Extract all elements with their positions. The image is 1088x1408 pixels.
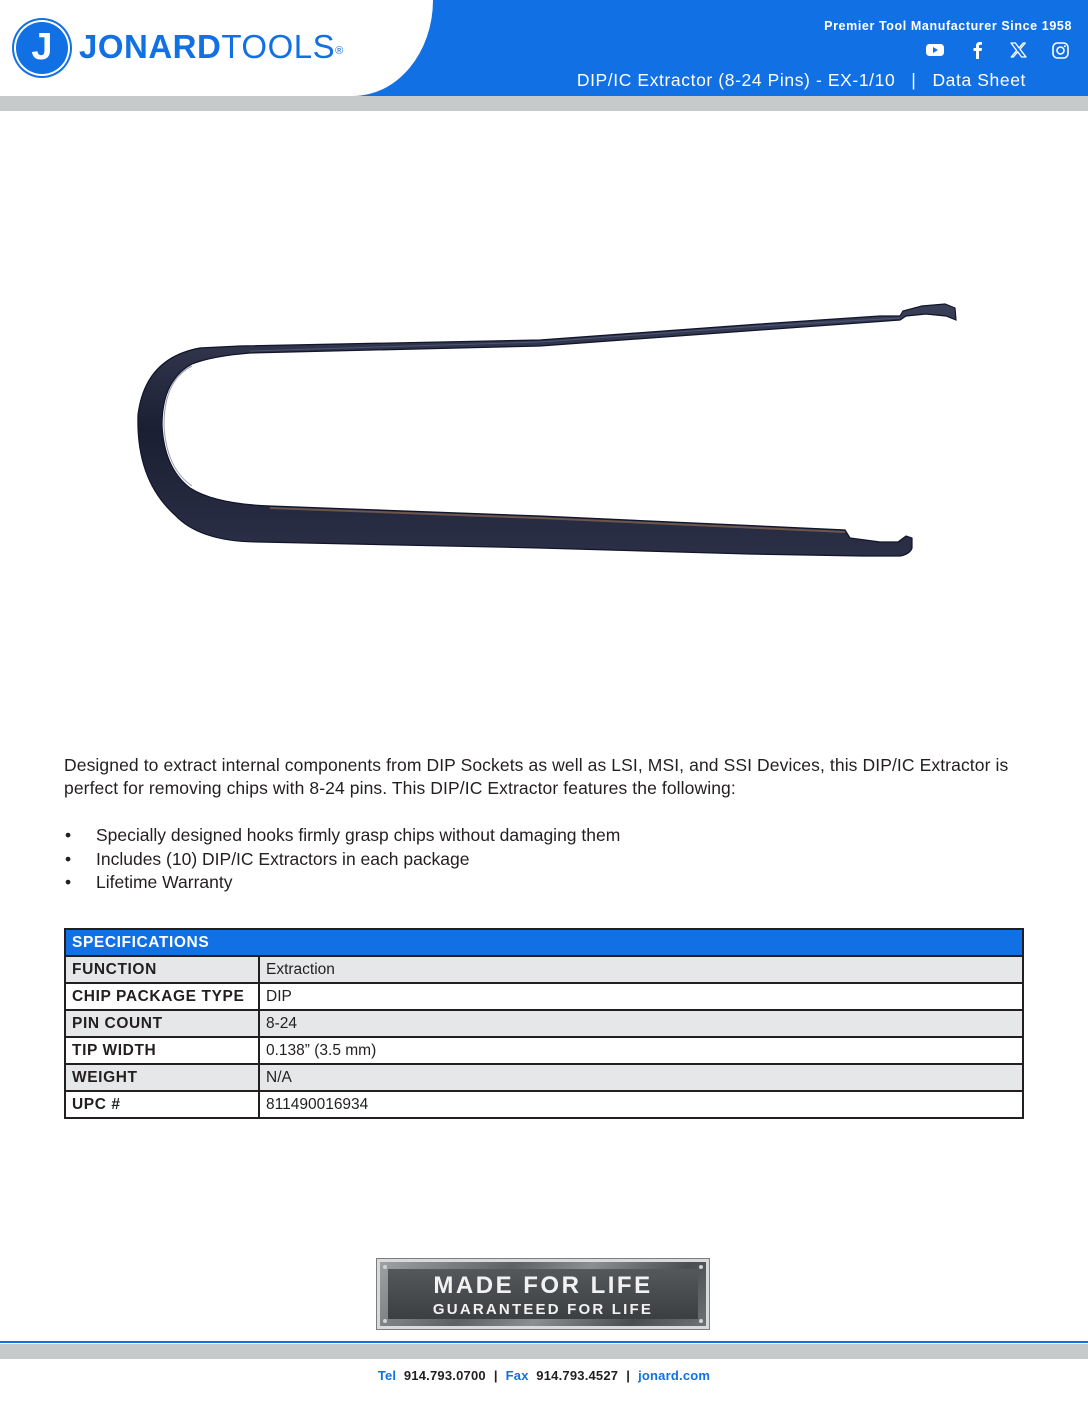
product-description: Designed to extract internal components from DIP Sockets as well as LSI, MSI, and SSI Devices, this DIP/IC Extractor is perfect for removing chips with 8-24 pins. This DIP/IC Extractor features the following: <box>64 755 1009 798</box>
rivet-icon <box>383 1265 387 1269</box>
feature-text: Includes (10) DIP/IC Extractors in each package <box>96 848 470 869</box>
document-title <box>577 70 1026 91</box>
youtube-icon[interactable] <box>921 38 948 62</box>
feature-text: Lifetime Warranty <box>96 872 233 892</box>
bullet-icon: • <box>65 872 72 892</box>
document-type: Data Sheet <box>932 70 1026 90</box>
header-rule <box>0 96 1088 111</box>
feature-text: Specially designed hooks firmly grasp chips without damaging them <box>96 825 621 845</box>
facebook-icon[interactable] <box>963 38 990 62</box>
brand-name-light: TOOLS <box>221 28 336 65</box>
table-row <box>65 983 1023 1010</box>
fax-label: Fax <box>505 1368 529 1383</box>
feature-item <box>64 824 620 848</box>
x-icon[interactable] <box>1005 38 1032 62</box>
specifications-table <box>64 928 1024 1119</box>
product-title: DIP/IC Extractor (8-24 Pins) - EX-1/10 <box>576 70 896 90</box>
brand-wordmark[interactable] <box>79 29 344 65</box>
spec-value: 811490016934 <box>259 1091 1023 1118</box>
table-row <box>65 1037 1023 1064</box>
website-link[interactable]: jonard.com <box>638 1368 711 1383</box>
logo-letter: J <box>31 26 53 68</box>
page-header <box>0 0 1088 96</box>
brand-name-bold: JONARD <box>79 28 222 65</box>
spec-value: 8-24 <box>259 1010 1023 1037</box>
spec-label: WEIGHT <box>65 1064 259 1091</box>
footer-separator: | <box>626 1368 631 1383</box>
table-header-row <box>65 929 1023 956</box>
registered-mark: ® <box>335 45 344 57</box>
jonard-logo-icon[interactable] <box>16 22 68 74</box>
table-row <box>65 1091 1023 1118</box>
table-row <box>65 1010 1023 1037</box>
spec-value: N/A <box>259 1064 1023 1091</box>
footer-rule <box>0 1344 1088 1359</box>
rivet-icon <box>699 1319 703 1323</box>
title-separator: | <box>911 70 917 90</box>
rivet-icon <box>699 1265 703 1269</box>
made-for-life-badge <box>377 1259 709 1329</box>
spec-label: PIN COUNT <box>65 1010 259 1037</box>
bullet-icon: • <box>65 825 72 845</box>
spec-value: 0.138” (3.5 mm) <box>259 1037 1023 1064</box>
spec-label: TIP WIDTH <box>65 1037 259 1064</box>
specifications-heading: SPECIFICATIONS <box>65 929 1023 956</box>
badge-line-1: MADE FOR LIFE <box>433 1272 653 1299</box>
social-links <box>921 38 1074 62</box>
table-row <box>65 1064 1023 1091</box>
dip-ic-extractor-image <box>120 280 980 580</box>
fax-number: 914.793.4527 <box>536 1368 619 1383</box>
spec-value: DIP <box>259 983 1023 1010</box>
tagline: Premier Tool Manufacturer Since 1958 <box>824 19 1072 33</box>
feature-list <box>64 824 620 895</box>
footer-contact <box>0 1368 1088 1383</box>
badge-line-2: GUARANTEED FOR LIFE <box>432 1301 654 1318</box>
table-row <box>65 956 1023 983</box>
spec-label: FUNCTION <box>65 956 259 983</box>
bullet-icon: • <box>65 848 72 869</box>
tel-label: Tel <box>377 1368 397 1383</box>
feature-item <box>64 848 620 872</box>
footer-accent-line <box>0 1341 1088 1343</box>
spec-label: UPC # <box>65 1091 259 1118</box>
spec-value: Extraction <box>259 956 1023 983</box>
logo-panel <box>0 0 433 96</box>
tel-number[interactable]: 914.793.0700 <box>403 1368 486 1383</box>
spec-label: CHIP PACKAGE TYPE <box>65 983 259 1010</box>
footer-separator: | <box>493 1368 498 1383</box>
badge-plate <box>388 1269 698 1319</box>
feature-item <box>64 871 620 895</box>
instagram-icon[interactable] <box>1047 38 1074 62</box>
rivet-icon <box>383 1319 387 1323</box>
